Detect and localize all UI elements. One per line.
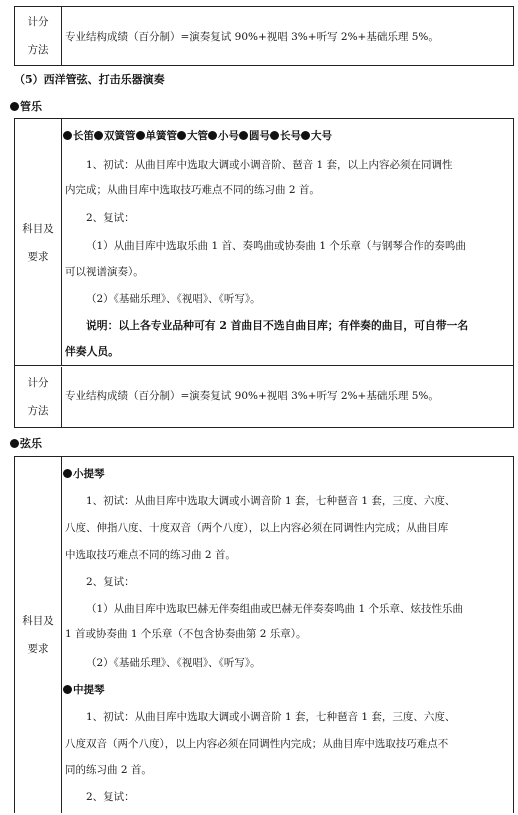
- violin-title: 小提琴: [63, 467, 509, 481]
- brass-requirements-content: [63, 119, 513, 366]
- score-method-label: 计分 方法: [15, 7, 62, 65]
- bullet-icon: [10, 439, 19, 448]
- brass-heading: 管乐: [10, 98, 42, 114]
- violin-line: 中选取技巧难点不同的练习曲 2 首。: [65, 549, 236, 561]
- brass-score-label: 计分 方法: [15, 367, 62, 427]
- viola-line: 八度双音（两个八度），以上内容必须在同调性内完成；从曲目库中选取技巧难点不: [65, 738, 449, 750]
- bullet-icon: [239, 131, 248, 140]
- violin-line: 八度、伸指八度、十度双音（两个八度），以上内容必须在同调性内完成；从曲目库: [65, 522, 449, 534]
- brass-line: （1）从曲目库中选取乐曲 1 首、奏鸣曲或协奏曲 1 个乐章（与钢琴合作的奏鸣曲: [86, 240, 466, 252]
- brass-row-divider: [15, 365, 513, 366]
- brass-note: 伴奏人员。: [65, 345, 119, 358]
- score-formula: 专业结构成绩（百分制）=演奏复试 90%+视唱 3%+听写 2%+基础乐理 5%。: [65, 390, 439, 402]
- strings-table: [14, 456, 514, 813]
- strings-heading: 弦乐: [10, 435, 42, 451]
- brass-line: 1、初试：从曲目库中选取大调或小调音阶、琶音 1 套，以上内容必须在同调性: [86, 159, 453, 171]
- bullet-icon: [63, 469, 72, 478]
- violin-line: 1、初试：从曲目库中选取大调或小调音阶 1 套，七种琶音 1 套，三度、六度、: [86, 495, 456, 507]
- bullet-icon: [301, 131, 310, 140]
- brass-line: （2）《基础乐理》、《视唱》、《听写》。: [86, 293, 261, 305]
- violin-line: （1）从曲目库中选取巴赫无伴奏组曲或巴赫无伴奏奏鸣曲 1 个乐章、炫技性乐曲: [86, 603, 464, 615]
- viola-line: 同的练习曲 2 首。: [65, 764, 152, 776]
- bullet-icon: [136, 131, 145, 140]
- brass-score-content: [63, 367, 513, 427]
- viola-title: 中提琴: [63, 683, 509, 697]
- brass-line: 可以视谱演奏）。: [65, 266, 144, 278]
- brass-requirements-label: 科目及 要求: [15, 119, 62, 366]
- section-title: （5）西洋管弦、打击乐器演奏: [14, 73, 165, 86]
- bullet-icon: [63, 685, 72, 694]
- violin-line: 2、复试：: [86, 576, 135, 588]
- brass-line: 2、复试：: [86, 212, 135, 224]
- bullet-icon: [10, 102, 19, 111]
- viola-line: 2、复试：: [86, 791, 135, 803]
- violin-line: （2）《基础乐理》、《视唱》、《听写》。: [86, 657, 261, 669]
- score-method-content: [63, 7, 513, 65]
- bullet-icon: [94, 131, 103, 140]
- strings-requirements-content: [63, 457, 513, 813]
- violin-line: 1 首或协奏曲 1 个乐章（不包含协奏曲第 2 乐章）。: [65, 628, 307, 640]
- score-formula: 专业结构成绩（百分制）=演奏复试 90%+视唱 3%+听写 2%+基础乐理 5%。: [65, 31, 439, 43]
- brass-note: 说明：以上各专业品种可有 2 首曲目不选自曲目库；有伴奏的曲目，可自带一名: [86, 319, 469, 332]
- brass-line: 内完成；从曲目库中选取技巧难点不同的练习曲 2 首。: [65, 184, 320, 196]
- top-score-table: [14, 6, 514, 66]
- bullet-icon: [208, 131, 217, 140]
- bullet-icon: [63, 131, 72, 140]
- bullet-icon: [177, 131, 186, 140]
- strings-requirements-label: 科目及 要求: [15, 457, 62, 813]
- bullet-icon: [270, 131, 279, 140]
- brass-table: [14, 118, 514, 428]
- viola-line: 1、初试：从曲目库中选取大调或小调音阶 1 套，七种琶音 1 套，三度、六度、: [86, 711, 456, 723]
- brass-instrument-list: 长笛 双簧管 单簧管 大管 小号 圆号 长号 大号: [63, 129, 509, 143]
